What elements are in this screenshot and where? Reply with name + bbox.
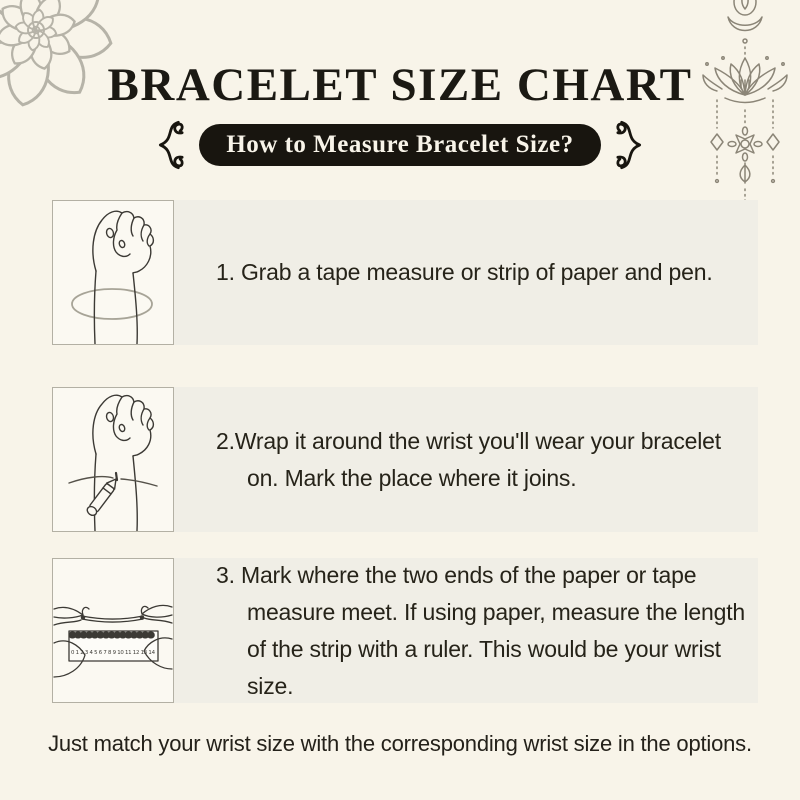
step-row-3 [52, 558, 758, 703]
flourish-left-icon [150, 118, 184, 172]
step2-instruction [216, 423, 746, 497]
step1-instruction [216, 254, 713, 291]
footer-note: Just match your wrist size with the corresponding wrist size in the options. [48, 731, 752, 756]
ruler-numbers: 0 1 2 3 4 5 6 7 8 9 10 11 12 13 14 [71, 650, 155, 656]
step-text: Grab a tape measure or strip of paper and pen. [240, 259, 713, 285]
hand-with-tape-loop-icon [53, 201, 173, 344]
step3-illustration-box [52, 558, 174, 703]
flourish-right-icon [616, 118, 650, 172]
page-title: BRACELET SIZE CHART [107, 59, 693, 111]
step-number: 1. [216, 259, 241, 285]
step1-illustration-box [52, 200, 174, 345]
step2-illustration-box [52, 387, 174, 532]
hand-marking-wrist-icon [53, 388, 173, 531]
step-row-2 [52, 387, 758, 532]
step-text: Mark where the two ends of the paper or tape measure meet. If using paper, measure the length of the strip with a ruler. This would be your wrist size. [240, 561, 745, 699]
badge-row [0, 118, 800, 172]
badge-pill: How to Measure Bracelet Size? [199, 124, 600, 166]
step3-instruction [216, 557, 746, 705]
step3-text-area [216, 558, 746, 703]
step-row-1 [52, 200, 758, 345]
step-text: Wrap it around the wrist you'll wear your bracelet on. Mark the place where it joins. [234, 427, 721, 491]
step2-text-area [216, 387, 746, 532]
hands-with-ruler-icon [53, 559, 173, 702]
step1-text-area [216, 200, 746, 345]
step-number: 3. [216, 561, 241, 588]
step-number: 2. [216, 427, 235, 454]
